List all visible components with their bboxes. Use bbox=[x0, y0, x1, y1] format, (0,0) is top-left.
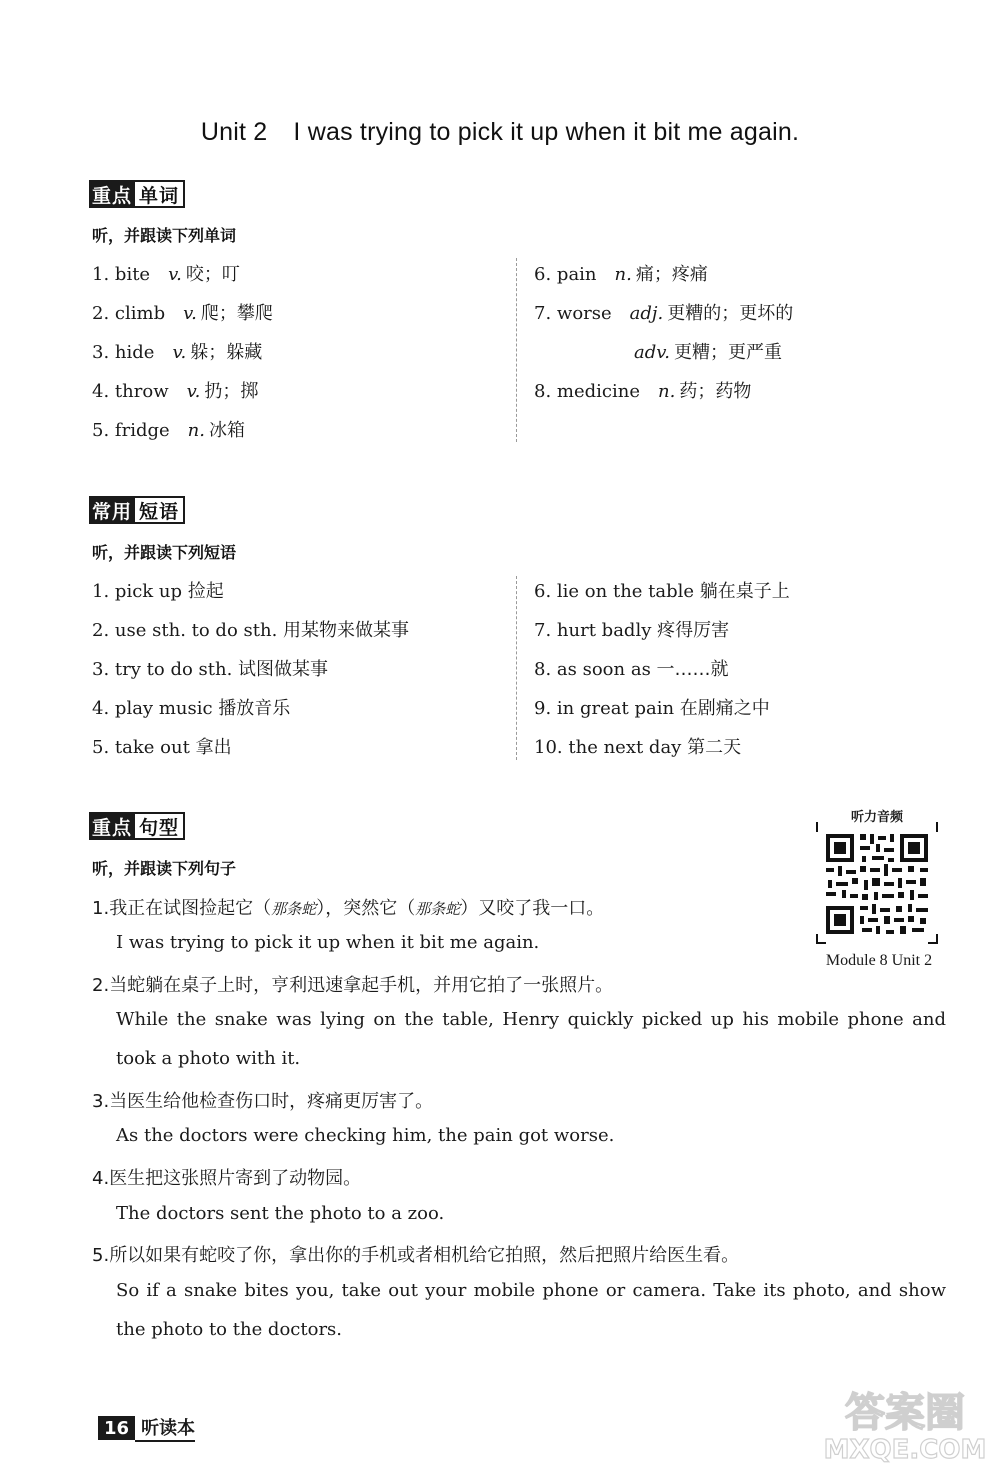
word-item: 7. worse adj. 更糟的；更坏的 bbox=[534, 303, 794, 324]
unit-sentence: I was trying to pick it up when it bit me again. bbox=[293, 118, 800, 146]
sentence-cn: 2.当蛇躺在桌子上时，亨利迅速拿起手机，并用它拍了一张照片。 bbox=[92, 975, 614, 996]
section-badge-words: 重点 单词 bbox=[89, 180, 185, 208]
word-item-continued: adv. 更糟；更严重 bbox=[634, 342, 783, 363]
phrase-item: 8. as soon as 一……就 bbox=[534, 659, 729, 680]
word-item: 1. bite v. 咬；叮 bbox=[92, 264, 240, 285]
sentence-cn: 5.所以如果有蛇咬了你，拿出你的手机或者相机给它拍照，然后把照片给医生看。 bbox=[92, 1245, 740, 1266]
section-badge-sentences: 重点 句型 bbox=[89, 812, 185, 840]
phrase-item: 10. the next day 第二天 bbox=[534, 737, 742, 758]
sentence-en: While the snake was lying on the table, Henry quickly picked up his mobile phone and bbox=[116, 1009, 946, 1030]
column-divider bbox=[516, 576, 517, 760]
sentence-en: As the doctors were checking him, the pain got worse. bbox=[116, 1125, 615, 1146]
sentence-cn: 3.当医生给他检查伤口时，疼痛更厉害了。 bbox=[92, 1091, 434, 1112]
phrase-item: 9. in great pain 在剧痛之中 bbox=[534, 698, 770, 719]
phrase-item: 3. try to do sth. 试图做某事 bbox=[92, 659, 329, 680]
watermark-top: 答案圈 bbox=[845, 1390, 965, 1436]
words-instruction: 听，并跟读下列单词 bbox=[92, 226, 237, 245]
word-item: 8. medicine n. 药；药物 bbox=[534, 381, 752, 402]
word-item: 2. climb v. 爬；攀爬 bbox=[92, 303, 273, 324]
qr-caption: Module 8 Unit 2 bbox=[825, 952, 933, 969]
phrase-item: 5. take out 拿出 bbox=[92, 737, 232, 758]
qr-label: 听力音频 bbox=[818, 806, 936, 825]
qr-code[interactable] bbox=[816, 822, 938, 944]
phrase-item: 7. hurt badly 疼得厉害 bbox=[534, 620, 730, 641]
sentence-cn: 1.我正在试图捡起它（那条蛇），突然它（那条蛇）又咬了我一口。 bbox=[92, 898, 605, 919]
phrase-item: 6. lie on the table 躺在桌子上 bbox=[534, 581, 790, 602]
phrases-instruction: 听，并跟读下列短语 bbox=[92, 543, 237, 562]
phrase-item: 1. pick up 捡起 bbox=[92, 581, 224, 602]
qr-code-image bbox=[816, 822, 938, 944]
word-item: 3. hide v. 躲；躲藏 bbox=[92, 342, 263, 363]
sentences-instruction: 听，并跟读下列句子 bbox=[92, 859, 237, 878]
word-item: 6. pain n. 痛；疼痛 bbox=[534, 264, 708, 285]
column-divider bbox=[516, 258, 517, 442]
watermark-logo bbox=[820, 1380, 990, 1464]
sentence-cn: 4.医生把这张照片寄到了动物园。 bbox=[92, 1168, 362, 1189]
word-item: 4. throw v. 扔；掷 bbox=[92, 381, 259, 402]
sentence-en: So if a snake bites you, take out your mobile phone or camera. Take its photo, and show bbox=[116, 1280, 946, 1301]
unit-label: Unit 2 bbox=[200, 118, 268, 146]
sentence-en: the photo to the doctors. bbox=[116, 1319, 343, 1340]
page-footer bbox=[98, 1416, 195, 1440]
section-badge-phrases: 常用 短语 bbox=[89, 496, 185, 524]
phrase-item: 2. use sth. to do sth. 用某物来做某事 bbox=[92, 620, 410, 641]
sentence-en: took a photo with it. bbox=[116, 1048, 301, 1069]
page-number: 16 bbox=[98, 1416, 135, 1440]
phrase-item: 4. play music 播放音乐 bbox=[92, 698, 291, 719]
unit-title bbox=[0, 118, 1000, 147]
watermark-bottom: MXQE.COM bbox=[823, 1435, 987, 1464]
book-name: 听读本 bbox=[135, 1414, 195, 1442]
sentence-en: The doctors sent the photo to a zoo. bbox=[116, 1203, 445, 1224]
word-item: 5. fridge n. 冰箱 bbox=[92, 420, 245, 441]
sentence-en: I was trying to pick it up when it bit me again. bbox=[116, 932, 540, 953]
